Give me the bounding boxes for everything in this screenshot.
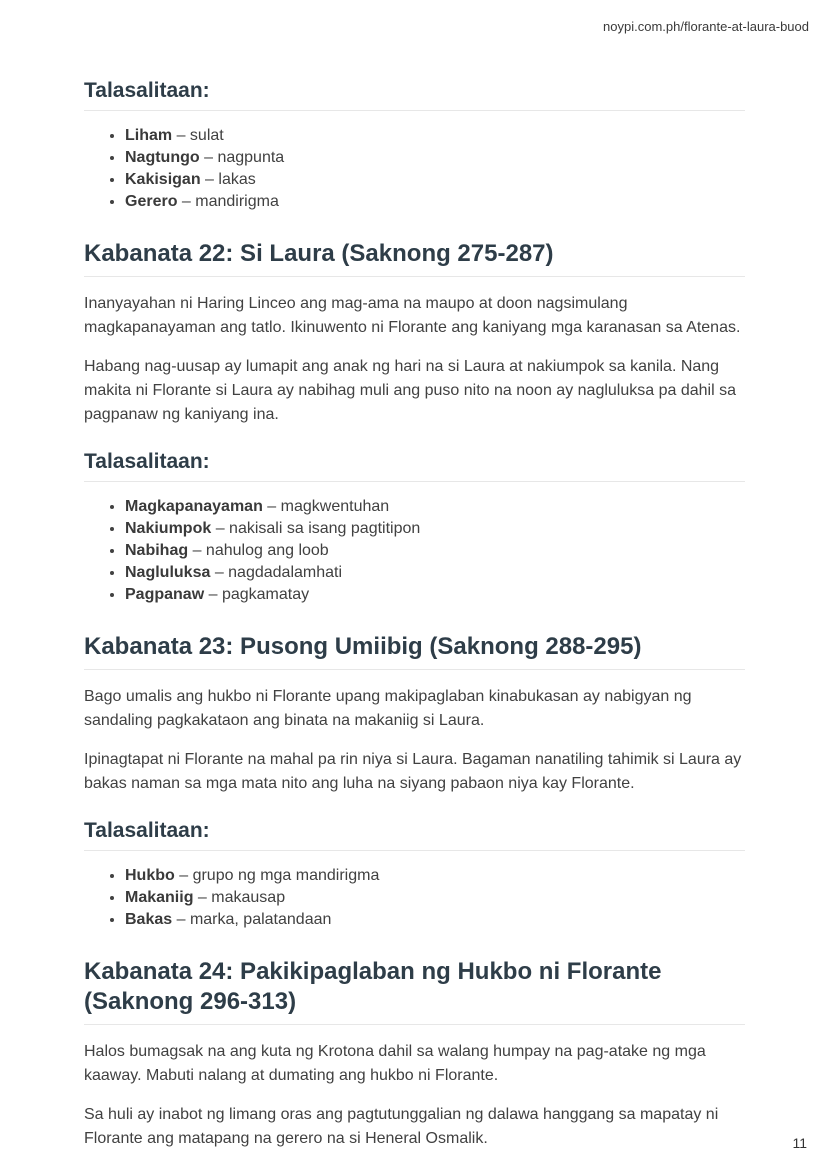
- vocab-item: [125, 865, 745, 887]
- vocab-item: [125, 887, 745, 909]
- divider: [84, 276, 745, 277]
- vocab-term: Bakas: [125, 911, 173, 928]
- vocab-definition: – nahulog ang loob: [192, 542, 329, 559]
- vocab-item: [125, 169, 745, 191]
- vocab-definition: – makausap: [197, 889, 286, 906]
- chapter-heading-22: Kabanata 22: Si Laura (Saknong 275-287): [84, 240, 554, 267]
- vocab-item: [125, 562, 745, 584]
- paragraph: Sa huli ay inabot ng limang oras ang pagtutunggalian ng dalawa hanggang sa mapatay ni Florante ang matapang na gerero na si Heneral Osmalik.: [84, 1106, 719, 1147]
- header-url: noypi.com.ph/florante-at-laura-buod: [603, 19, 809, 34]
- vocab-section-title-2: Talasalitaan:: [84, 450, 210, 473]
- vocab-term: Pagpanaw: [125, 586, 205, 603]
- vocab-definition: – marka, palatandaan: [176, 911, 332, 928]
- vocab-definition: – lakas: [205, 171, 256, 188]
- vocab-item: [125, 909, 745, 931]
- vocab-term: Nakiumpok: [125, 520, 212, 537]
- vocab-term: Makaniig: [125, 889, 194, 906]
- paragraph: Ipinagtapat ni Florante na mahal pa rin niya si Laura. Bagaman nanatiling tahimik si Laura ay bakas naman sa mga mata nito ang luha na siyang pabaon niya kay Florante.: [84, 751, 742, 792]
- vocab-item: [125, 191, 745, 213]
- vocab-definition: – mandirigma: [181, 193, 279, 210]
- vocab-term: Liham: [125, 127, 173, 144]
- vocab-term: Gerero: [125, 193, 178, 210]
- vocab-item: [125, 125, 745, 147]
- page-number: 11: [792, 1135, 807, 1151]
- vocab-definition: – nakisali sa isang pagtitipon: [215, 520, 421, 537]
- vocab-section-title-3: Talasalitaan:: [84, 819, 210, 842]
- vocab-item: [125, 518, 745, 540]
- vocab-item: [125, 147, 745, 169]
- divider: [84, 669, 745, 670]
- divider: [84, 110, 745, 111]
- vocab-list-2: [84, 496, 745, 606]
- vocab-item: [125, 496, 745, 518]
- vocab-term: Kakisigan: [125, 171, 201, 188]
- vocab-definition: – grupo ng mga mandirigma: [179, 867, 380, 884]
- vocab-term: Magkapanayaman: [125, 498, 263, 515]
- divider: [84, 850, 745, 851]
- vocab-definition: – sulat: [176, 127, 224, 144]
- document-content: [84, 70, 745, 1151]
- paragraph: Bago umalis ang hukbo ni Florante upang makipaglaban kinabukasan ay nabigyan ng sandaling pagkakataon ang binata na makaniig si Laura.: [84, 688, 692, 729]
- vocab-item: [125, 540, 745, 562]
- vocab-term: Hukbo: [125, 867, 175, 884]
- vocab-definition: – pagkamatay: [208, 586, 310, 603]
- vocab-term: Nabihag: [125, 542, 189, 559]
- vocab-list-3: [84, 865, 745, 931]
- vocab-term: Nagluluksa: [125, 564, 211, 581]
- paragraph: Inanyayahan ni Haring Linceo ang mag-ama na maupo at doon nagsimulang magkapanayaman ang tatlo. Ikinuwento ni Florante ang kaniyang mga karanasan sa Atenas.: [84, 295, 741, 336]
- divider: [84, 481, 745, 482]
- paragraph: Habang nag-uusap ay lumapit ang anak ng hari na si Laura at nakiumpok sa kanila. Nang makita ni Florante si Laura ay nabihag muli ang puso nito na noon ay nagluluksa pa dahil sa pagpanaw ng kaniyang ina.: [84, 358, 736, 423]
- vocab-definition: – magkwentuhan: [267, 498, 390, 515]
- vocab-section-title-1: Talasalitaan:: [84, 79, 210, 102]
- vocab-term: Nagtungo: [125, 149, 200, 166]
- vocab-list-1: [84, 125, 745, 213]
- chapter-heading-24: Kabanata 24: Pakikipaglaban ng Hukbo ni Florante (Saknong 296-313): [84, 958, 662, 1015]
- vocab-definition: – nagpunta: [204, 149, 285, 166]
- chapter-heading-23: Kabanata 23: Pusong Umiibig (Saknong 288-295): [84, 633, 642, 660]
- paragraph: Halos bumagsak na ang kuta ng Krotona dahil sa walang humpay na pag-atake ng mga kaaway. Mabuti nalang at dumating ang hukbo ni Florante.: [84, 1043, 706, 1084]
- vocab-definition: – nagdadalamhati: [214, 564, 343, 581]
- vocab-item: [125, 584, 745, 606]
- divider: [84, 1024, 745, 1025]
